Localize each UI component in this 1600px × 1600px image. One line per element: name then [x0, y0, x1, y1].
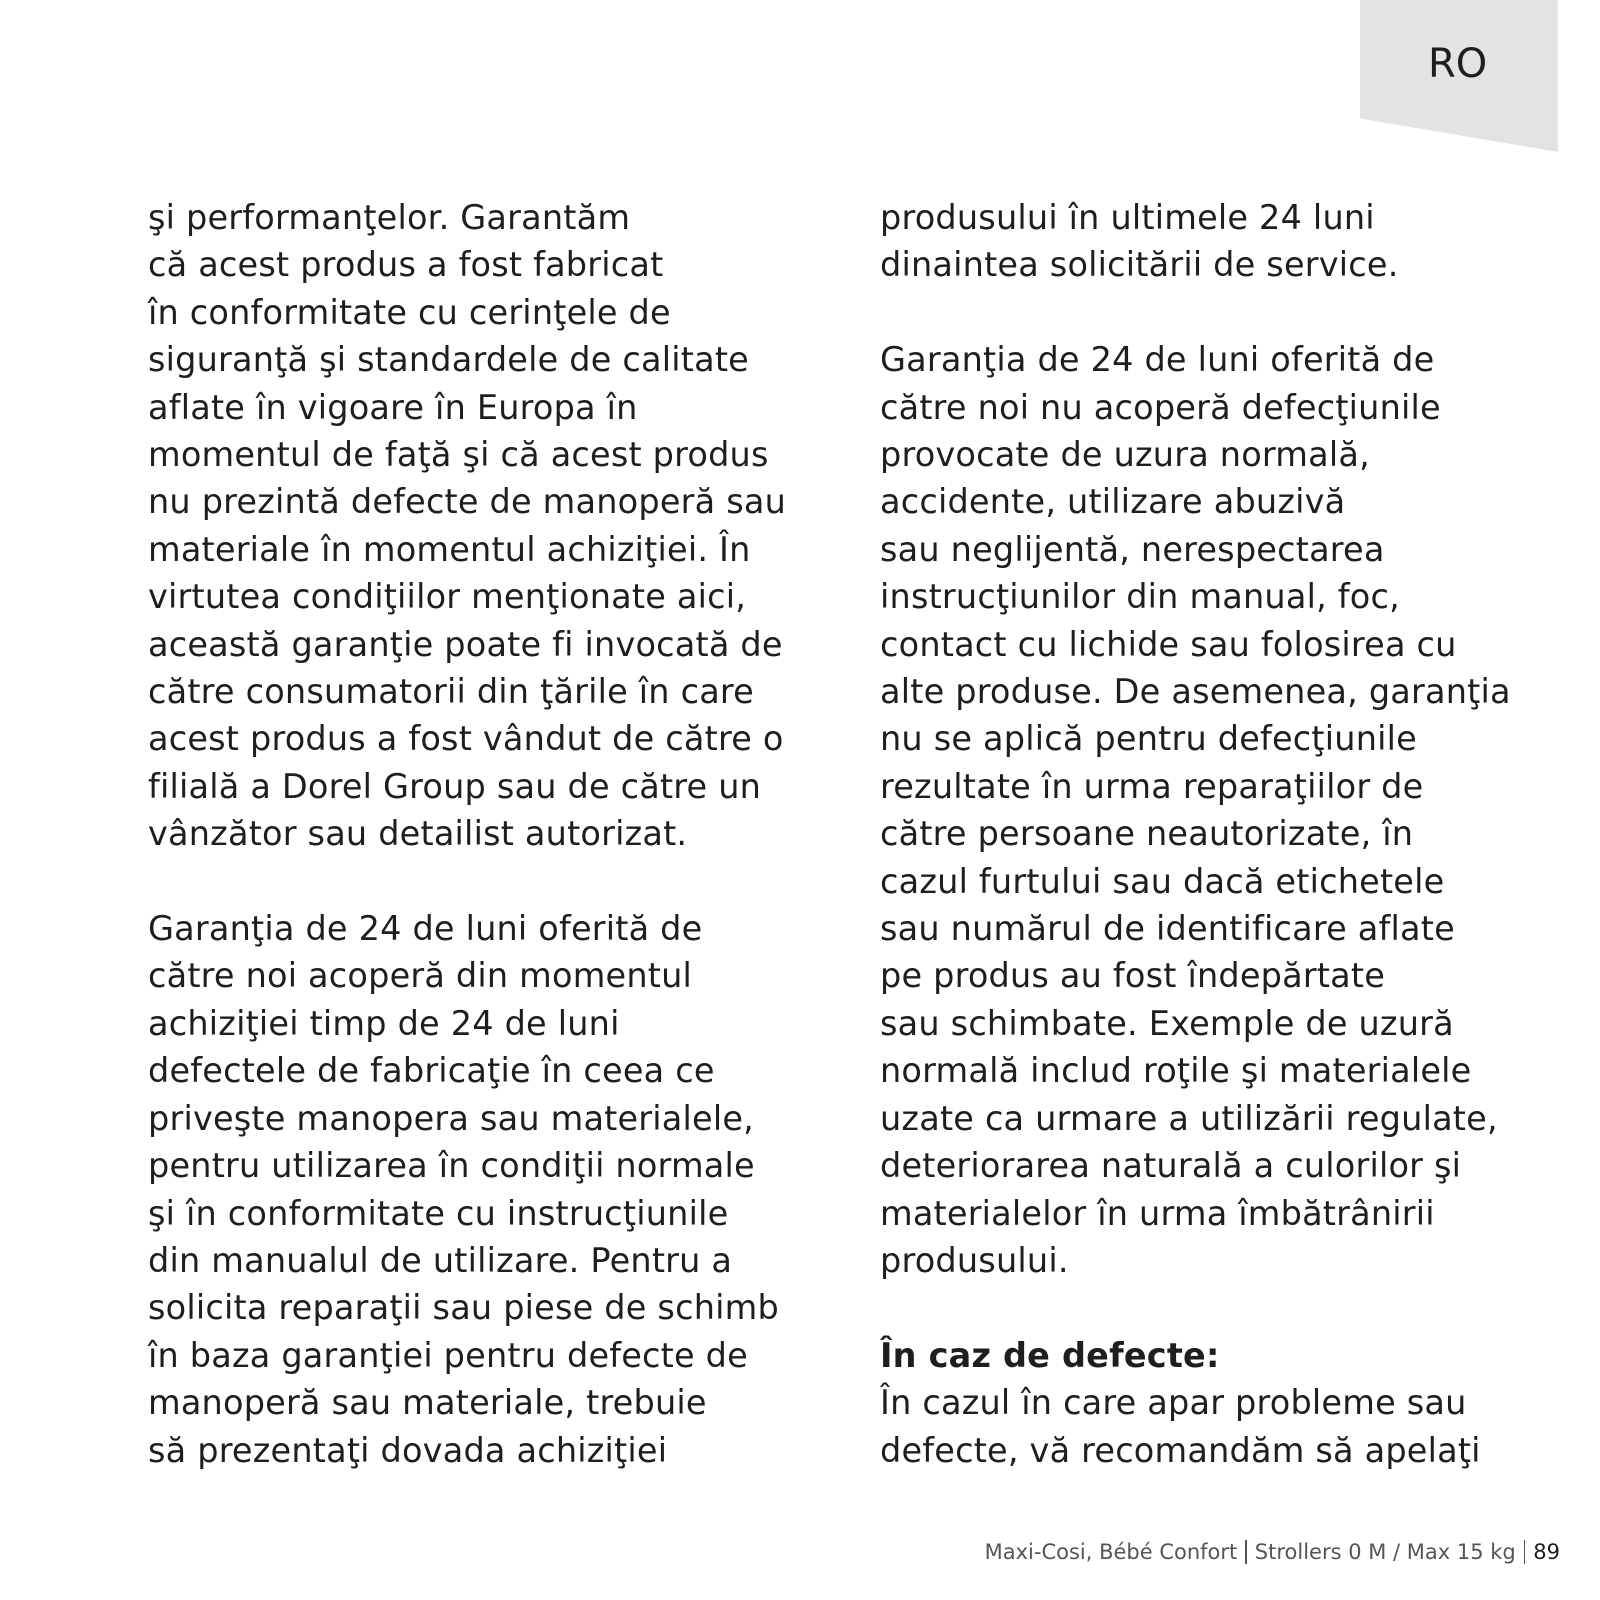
page-footer	[985, 1537, 1560, 1567]
text-line: achiziţiei timp de 24 de luni	[148, 1003, 620, 1043]
text-line: Garanţia de 24 de luni oferită de	[148, 909, 703, 949]
text-line: normală includ roţile şi materialele	[880, 1051, 1472, 1091]
text-line: accidente, utilizare abuzivă	[880, 482, 1346, 522]
text-line: către noi acoperă din momentul	[148, 956, 693, 996]
text-line: uzate ca urmare a utilizării regulate,	[880, 1098, 1498, 1138]
text-line: vânzător sau detailist autorizat.	[148, 814, 688, 854]
footer-brand: Maxi-Cosi, Bébé Confort	[984, 1540, 1238, 1564]
text-line: pentru utilizarea în condiţii normale	[148, 1146, 755, 1186]
text-line: contact cu lichide sau folosirea cu	[880, 624, 1457, 664]
text-line: sau neglijentă, nerespectarea	[880, 529, 1385, 569]
text-line: şi performanţelor. Garantăm	[148, 198, 631, 237]
right-paragraph-3	[880, 1332, 1580, 1474]
paragraph-gap	[880, 289, 1580, 336]
text-line: cazul furtului sau dacă etichetele	[880, 861, 1445, 901]
text-line: deteriorarea naturală a culorilor şi	[880, 1146, 1462, 1186]
text-line: din manualul de utilizare. Pentru a	[148, 1240, 733, 1280]
text-line: către consumatorii din ţările în care	[148, 672, 754, 712]
left-paragraph-2	[148, 905, 848, 1474]
text-line: această garanţie poate fi invocată de	[148, 624, 783, 664]
left-paragraph-1	[148, 194, 848, 858]
text-line: în baza garanţiei pentru defecte de	[148, 1335, 748, 1375]
text-line: să prezentaţi dovada achiziţiei	[148, 1430, 668, 1470]
text-line: Garanţia de 24 de luni oferită de	[880, 340, 1435, 380]
right-paragraph-2	[880, 336, 1580, 1284]
text-line: defecte, vă recomandăm să apelaţi	[880, 1430, 1481, 1470]
text-line: manoperă sau materiale, trebuie	[148, 1383, 707, 1423]
paragraph-gap	[880, 1284, 1580, 1331]
text-line: şi în conformitate cu instrucţiunile	[148, 1193, 729, 1233]
right-paragraph-1	[880, 194, 1580, 289]
footer-product: Strollers 0 M / Max 15 kg	[1254, 1540, 1516, 1564]
text-line: pe produs au fost îndepărtate	[880, 956, 1386, 996]
footer-separator	[1524, 1540, 1526, 1564]
text-line: filială a Dorel Group sau de către un	[148, 766, 762, 806]
text-line: alte produse. De asemenea, garanţia	[880, 672, 1511, 712]
text-line: sau numărul de identificare aflate	[880, 909, 1455, 949]
text-line: nu prezintă defecte de manoperă sau	[148, 482, 787, 522]
right-column	[880, 194, 1580, 1474]
text-line: în conformitate cu cerinţele de	[148, 292, 671, 332]
paragraph-gap	[148, 858, 848, 905]
text-line: priveşte manopera sau materialele,	[148, 1098, 755, 1138]
text-line: către noi nu acoperă defecţiunile	[880, 387, 1441, 427]
text-line: aflate în vigoare în Europa în	[148, 387, 638, 427]
text-line: nu se aplică pentru defecţiunile	[880, 719, 1417, 759]
text-line: materialelor în urma îmbătrânirii	[880, 1193, 1435, 1233]
text-line: rezultate în urma reparaţiilor de	[880, 766, 1424, 806]
text-line: materiale în momentul achiziţiei. În	[148, 529, 751, 569]
page-number: 89	[1533, 1540, 1560, 1564]
text-line: acest produs a fost vândut de către o	[148, 719, 784, 759]
text-line: dinaintea solicitării de service.	[880, 245, 1399, 285]
left-column	[148, 194, 848, 1474]
text-line: sau schimbate. Exemple de uzură	[880, 1003, 1454, 1043]
text-line: produsului în ultimele 24 luni	[880, 198, 1375, 237]
text-line: că acest produs a fost fabricat	[148, 245, 664, 285]
text-line: momentul de faţă şi că acest produs	[148, 435, 769, 475]
text-line: către persoane neautorizate, în	[880, 814, 1414, 854]
text-line: În cazul în care apar probleme sau	[880, 1383, 1467, 1423]
section-heading: În caz de defecte:	[880, 1335, 1220, 1375]
text-line: provocate de uzura normală,	[880, 435, 1370, 475]
language-code: RO	[1428, 41, 1488, 87]
text-line: solicita reparaţii sau piese de schimb	[148, 1288, 779, 1328]
text-line: siguranţă şi standardele de calitate	[148, 340, 749, 380]
text-line: instrucţiunilor din manual, foc,	[880, 577, 1400, 617]
text-line: produsului.	[880, 1240, 1069, 1280]
text-line: virtutea condiţiilor menţionate aici,	[148, 577, 747, 617]
text-line: defectele de fabricaţie în ceea ce	[148, 1051, 715, 1091]
footer-separator	[1245, 1540, 1247, 1564]
